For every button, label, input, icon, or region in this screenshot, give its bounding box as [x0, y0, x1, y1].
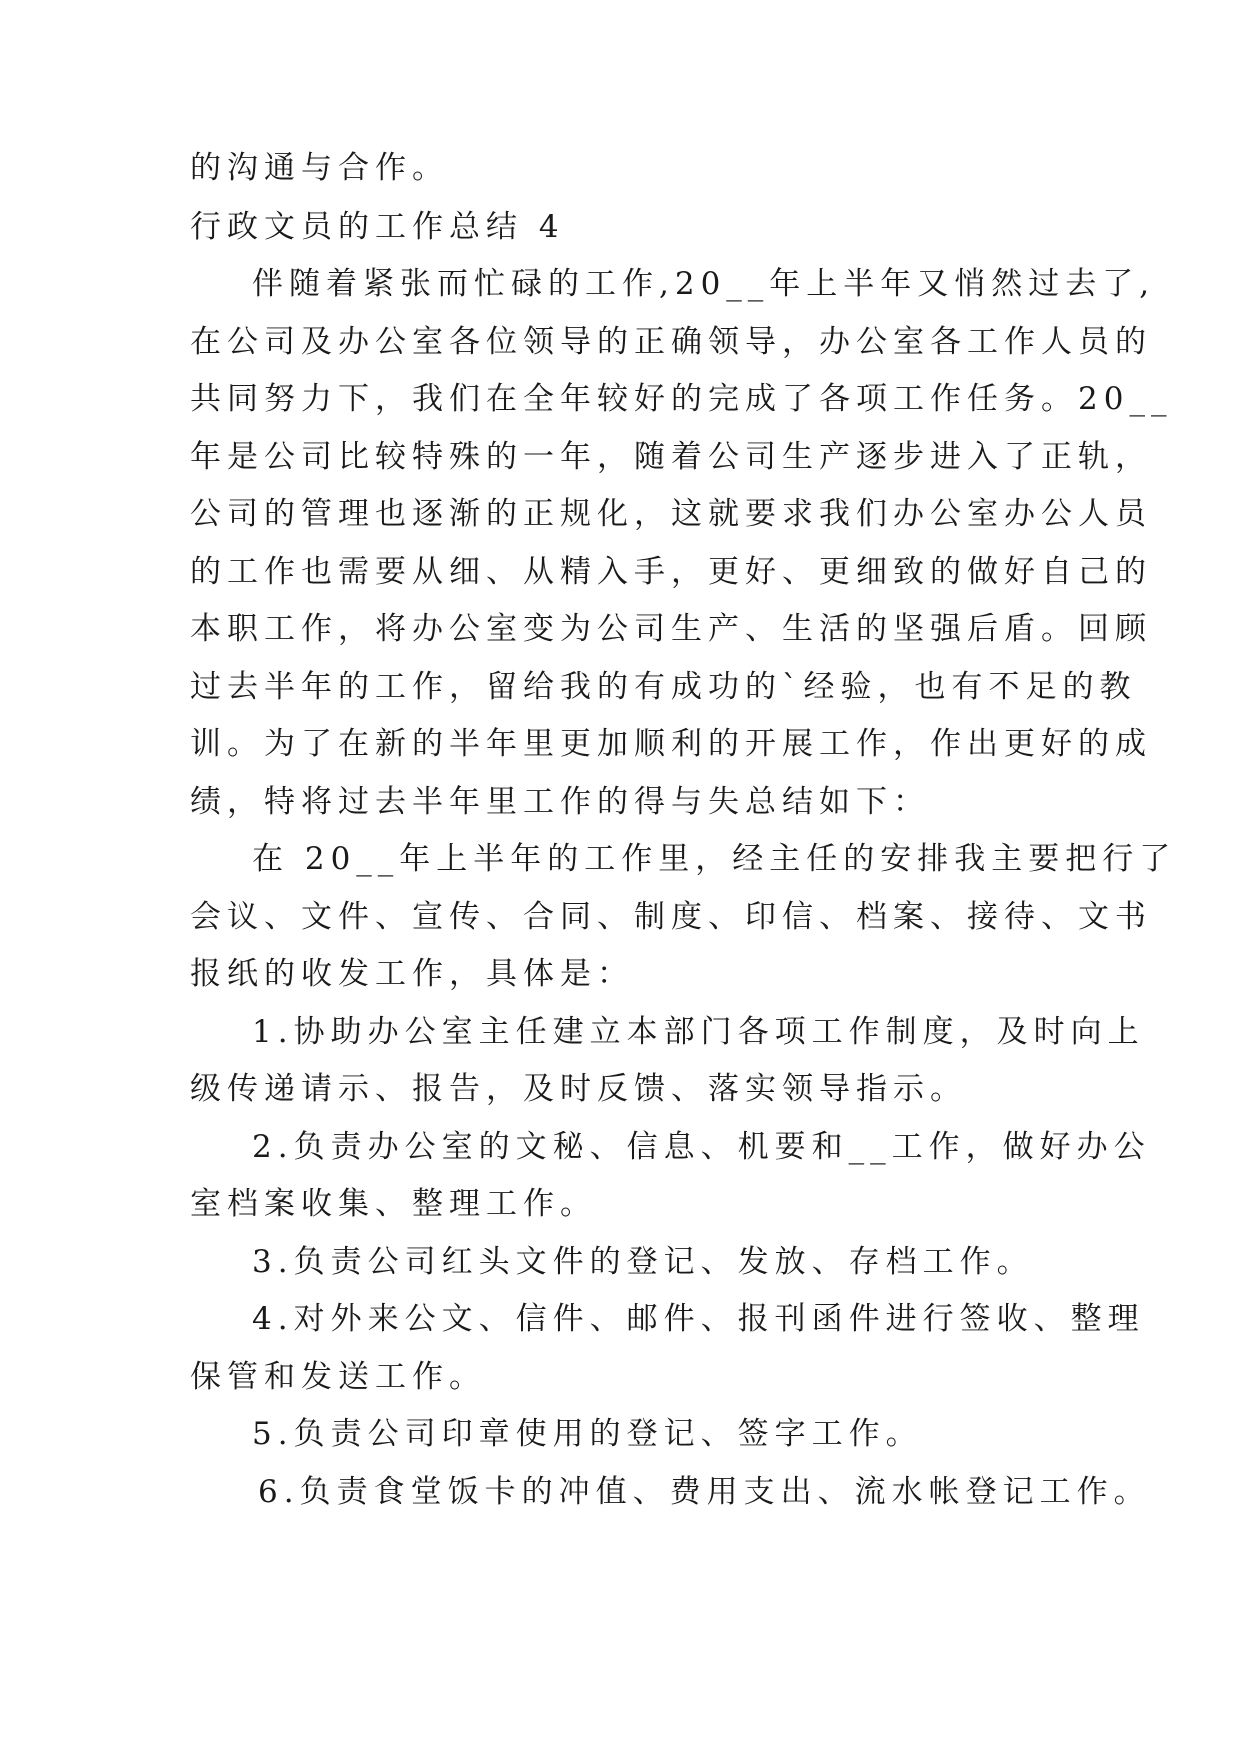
list-item: 2.负责办公室的文秘、信息、机要和__工作，做好办公 [252, 1129, 1151, 1165]
text-line: 绩，特将过去半年里工作的得与失总结如下： [190, 784, 930, 820]
text-line: 在 20__年上半年的工作里，经主任的安排我主要把行了 [252, 841, 1177, 877]
text-line: 过去半年的工作，留给我的有成功的`经验，也有不足的教 [190, 669, 1137, 705]
list-item: 1.协助办公室主任建立本部门各项工作制度，及时向上 [252, 1014, 1145, 1050]
text-line: 本职工作，将办公室变为公司生产、生活的坚强后盾。回顾 [190, 611, 1152, 647]
text-line: 保管和发送工作。 [190, 1359, 486, 1395]
text-line: 级传递请示、报告，及时反馈、落实领导指示。 [190, 1071, 967, 1107]
text-line: 的工作也需要从细、从精入手，更好、更细致的做好自己的 [190, 554, 1152, 590]
text-line: 报纸的收发工作，具体是： [190, 956, 634, 992]
section-heading: 行政文员的工作总结 4 [190, 209, 565, 245]
list-item: 5.负责公司印章使用的登记、签字工作。 [252, 1416, 923, 1452]
list-item: 6.负责食堂饭卡的冲值、费用支出、流水帐登记工作。 [258, 1474, 1151, 1510]
text-line: 伴随着紧张而忙碌的工作,20__年上半年又悄然过去了, [252, 266, 1156, 302]
text-line: 会议、文件、宣传、合同、制度、印信、档案、接待、文书 [190, 899, 1152, 935]
text-line: 公司的管理也逐渐的正规化，这就要求我们办公室办公人员 [190, 496, 1152, 532]
list-item: 4.对外来公文、信件、邮件、报刊函件进行签收、整理 [252, 1301, 1145, 1337]
text-line: 年是公司比较特殊的一年，随着公司生产逐步进入了正轨， [190, 439, 1152, 475]
text-line: 室档案收集、整理工作。 [190, 1186, 597, 1222]
text-line: 的沟通与合作。 [190, 150, 449, 186]
list-item: 3.负责公司红头文件的登记、发放、存档工作。 [252, 1244, 1034, 1280]
text-line: 共同努力下，我们在全年较好的完成了各项工作任务。20__ [190, 381, 1173, 417]
text-line: 训。为了在新的半年里更加顺利的开展工作，作出更好的成 [190, 726, 1152, 762]
text-line: 在公司及办公室各位领导的正确领导，办公室各工作人员的 [190, 324, 1152, 360]
